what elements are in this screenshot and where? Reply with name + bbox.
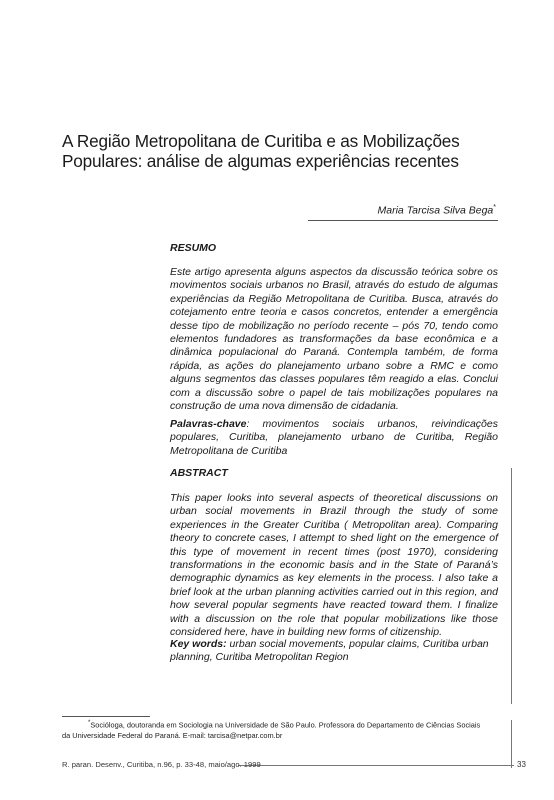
- key-words-text: urban social movements, popular claims, Curitiba urban planning, Curitiba Metropolitan Region: [170, 638, 489, 664]
- footer-rule: [238, 765, 514, 766]
- abstract-keywords: [170, 638, 498, 665]
- footnote-mark: *: [88, 720, 91, 726]
- author-footnote-mark: *: [493, 204, 496, 211]
- key-words-label: Key words:: [170, 638, 227, 650]
- footnote-separator: [62, 716, 150, 717]
- journal-citation: R. paran. Desenv., Curitiba, n.96, p. 33-48, maio/ago. 1999: [62, 760, 261, 769]
- footnote-line-1: Socióloga, doutoranda em Sociologia na Universidade de São Paulo. Professora do Departamento de Ciências Sociais: [90, 720, 481, 730]
- page-number: 33: [517, 760, 526, 769]
- title-line-2: Populares: análise de algumas experiências recentes: [62, 151, 459, 171]
- abstract-body: This paper looks into several aspects of theoretical discussions on urban social movements in Brazil through the study of some experiences in the Greater Curitiba ( Metropolitan area). Comparing theory to concrete cases, I attempt to shed light on the emergence of this type of movement in recent times (post 1970), considering transformations in the economic basis and in the State of Paraná’s demographic dynamics as key elements in the process. I also take a brief look at the urban planning activities carried out in this region, and how several popular segments have reacted toward them. I finalize with a discussion on the role that popular mobilizations like those considered here, have in building new forms of citizenship.: [170, 492, 498, 639]
- resumo-keywords: [170, 418, 498, 458]
- author-footnote: [62, 718, 502, 742]
- footnote-line-2: da Universidade Federal do Paraná. E-mail: tarcisa@netpar.com.br: [62, 731, 283, 741]
- margin-rule-upper: [511, 468, 512, 704]
- article-title: [62, 131, 492, 171]
- resumo-heading: RESUMO: [170, 242, 217, 254]
- abstract-heading: ABSTRACT: [170, 467, 228, 479]
- margin-rule-lower: [511, 720, 512, 768]
- palavras-chave-label: Palavras-chave: [170, 418, 247, 430]
- author-name: Maria Tarcisa Silva Bega: [377, 204, 494, 217]
- title-line-1: A Região Metropolitana de Curitiba e as Mobilizações: [62, 131, 460, 151]
- resumo-body: Este artigo apresenta alguns aspectos da discussão teórica sobre os movimentos sociais urbanos no Brasil, através do estudo de algumas experiências da Região Metropolitana de Curitiba. Busca, através do cotejamento entre teoria e casos concretos, entender a emergência desse tipo de mobilização no período recente – pós 70, tendo como elementos fundadores as transformações da base econômica e a dinâmica populacional do Paraná. Contempla também, de forma rápida, as ações do planejamento urbano sobre a RMC e como alguns segmentos das classes populares têm reagido a elas. Conclui com a discussão sobre o papel de tais mobilizações populares na construção de uma nova dimensão de cidadania.: [170, 266, 498, 413]
- palavras-chave-text: : movimentos sociais urbanos, reivindicações populares, Curitiba, planejamento urbano de Curitiba, Região Metropolitana de Curitiba: [170, 418, 498, 457]
- author-byline: [300, 204, 496, 217]
- author-underline: [308, 220, 498, 221]
